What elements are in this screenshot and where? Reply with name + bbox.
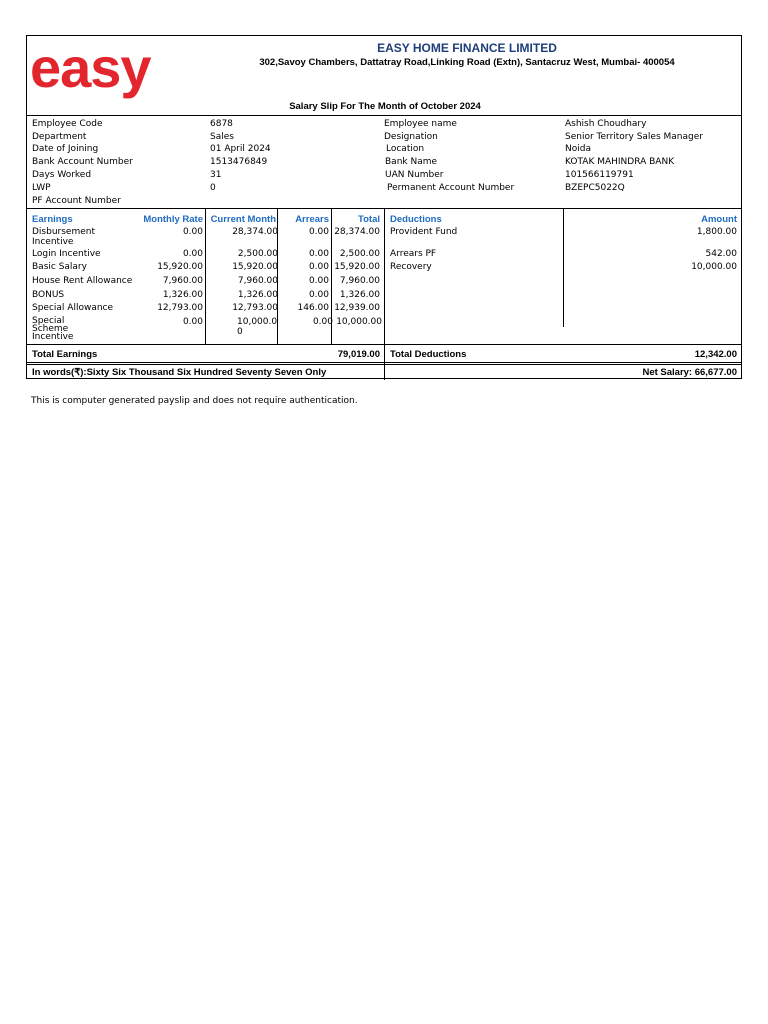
info-label: PF Account Number	[32, 196, 121, 206]
earning-total: 2,500.00	[339, 249, 380, 259]
earning-name: Login Incentive	[32, 249, 101, 259]
earning-rate: 0.00	[182, 227, 203, 237]
total-earnings-label: Total Earnings	[32, 349, 98, 360]
earning-rate: 0.00	[182, 249, 203, 259]
earning-rate: 1,326.00	[162, 290, 203, 300]
earning-current: 10,000.0	[237, 317, 278, 327]
column-divider	[563, 209, 564, 327]
info-value: BZEPC5022Q	[565, 183, 625, 193]
column-divider	[205, 209, 206, 344]
earning-name: Scheme	[32, 324, 69, 334]
info-value: 6878	[210, 119, 233, 129]
deduction-amount: 1,800.00	[696, 227, 737, 237]
total-earnings-value: 79,019.00	[337, 349, 380, 360]
current-month-header: Current Month	[210, 214, 276, 225]
earning-name: House Rent Allowance	[32, 276, 133, 286]
earning-rate: 12,793.00	[157, 303, 203, 313]
earning-current: 0	[237, 327, 243, 337]
amount-header: Amount	[701, 214, 737, 225]
earning-arrears: 0.00	[308, 249, 329, 259]
slip-title: Salary Slip For The Month of October 2024	[289, 101, 481, 112]
amount-in-words: In words(₹):Sixty Six Thousand Six Hundred Seventy Seven Only	[32, 367, 327, 378]
info-label: Employee Code	[32, 119, 103, 129]
earning-current: 28,374.00	[232, 227, 278, 237]
earning-arrears: 0.00	[308, 227, 329, 237]
company-address: 302,Savoy Chambers, Dattatray Road,Linking Road (Extn), Santacruz West, Mumbai- 400054	[259, 57, 675, 68]
info-label: Days Worked	[32, 170, 92, 180]
earning-name: Special	[32, 316, 65, 326]
earning-total: 28,374.00	[334, 227, 380, 237]
earning-current: 12,793.00	[232, 303, 278, 313]
earning-total: 7,960.00	[339, 276, 380, 286]
earning-rate: 0.00	[182, 317, 203, 327]
earning-total: 12,939.00	[334, 303, 380, 313]
earning-total: 10,000.00	[336, 317, 382, 327]
info-label: LWP	[32, 183, 51, 193]
info-value: 1513476849	[210, 157, 268, 167]
earning-name: Incentive	[32, 237, 74, 247]
earning-name: Disbursement	[32, 227, 95, 237]
earning-name: BONUS	[32, 290, 65, 300]
net-salary: Net Salary: 66,677.00	[642, 367, 737, 378]
earning-current: 15,920.00	[232, 262, 278, 272]
column-divider	[384, 209, 385, 380]
info-value: Ashish Choudhary	[565, 119, 647, 129]
info-value: 101566119791	[565, 170, 634, 180]
info-value: 01 April 2024	[210, 144, 271, 154]
earning-name: Incentive	[32, 332, 74, 342]
deductions-header: Deductions	[390, 214, 442, 225]
earning-arrears: 0.00	[308, 290, 329, 300]
earning-current: 7,960.00	[237, 276, 278, 286]
deduction-amount: 542.00	[705, 249, 737, 259]
info-label: Location	[386, 144, 425, 154]
info-label: Department	[32, 132, 87, 142]
deduction-name: Arrears PF	[390, 249, 437, 259]
info-value: Senior Territory Sales Manager	[565, 132, 703, 142]
info-label: Bank Account Number	[32, 157, 133, 167]
deduction-name: Provident Fund	[390, 227, 458, 237]
deduction-name: Recovery	[390, 262, 432, 272]
total-deductions-label: Total Deductions	[390, 349, 467, 360]
earning-arrears: 146.00	[297, 303, 329, 313]
earning-current: 2,500.00	[237, 249, 278, 259]
arrears-header: Arrears	[295, 214, 329, 225]
info-label: Employee name	[384, 119, 457, 129]
info-label: Bank Name	[385, 157, 438, 167]
footer-note: This is computer generated payslip and does not require authentication.	[31, 396, 358, 406]
deduction-amount: 10,000.00	[691, 262, 737, 272]
earning-arrears: 0.00	[312, 317, 333, 327]
total-deductions-value: 12,342.00	[694, 349, 737, 360]
info-value: Noida	[565, 144, 591, 154]
earning-name: Basic Salary	[32, 262, 87, 272]
earning-total: 1,326.00	[339, 290, 380, 300]
earning-current: 1,326.00	[237, 290, 278, 300]
earning-name: Special Allowance	[32, 303, 114, 313]
info-value: 0	[210, 183, 216, 193]
company-logo: easy	[30, 36, 151, 99]
monthly-rate-header: Monthly Rate	[143, 214, 203, 225]
info-value: 31	[210, 170, 222, 180]
company-name: EASY HOME FINANCE LIMITED	[377, 41, 557, 55]
info-label: Designation	[384, 132, 438, 142]
earning-rate: 15,920.00	[157, 262, 203, 272]
info-label: Permanent Account Number	[387, 183, 515, 193]
earnings-header: Earnings	[32, 214, 73, 225]
info-label: UAN Number	[385, 170, 444, 180]
earning-total: 15,920.00	[334, 262, 380, 272]
total-header: Total	[358, 214, 380, 225]
earning-arrears: 0.00	[308, 262, 329, 272]
divider	[27, 115, 741, 116]
info-label: Date of Joining	[32, 144, 99, 154]
info-value: Sales	[210, 132, 234, 142]
earning-arrears: 0.00	[308, 276, 329, 286]
info-value: KOTAK MAHINDRA BANK	[565, 157, 675, 167]
salary-slip	[26, 35, 742, 379]
earning-rate: 7,960.00	[162, 276, 203, 286]
